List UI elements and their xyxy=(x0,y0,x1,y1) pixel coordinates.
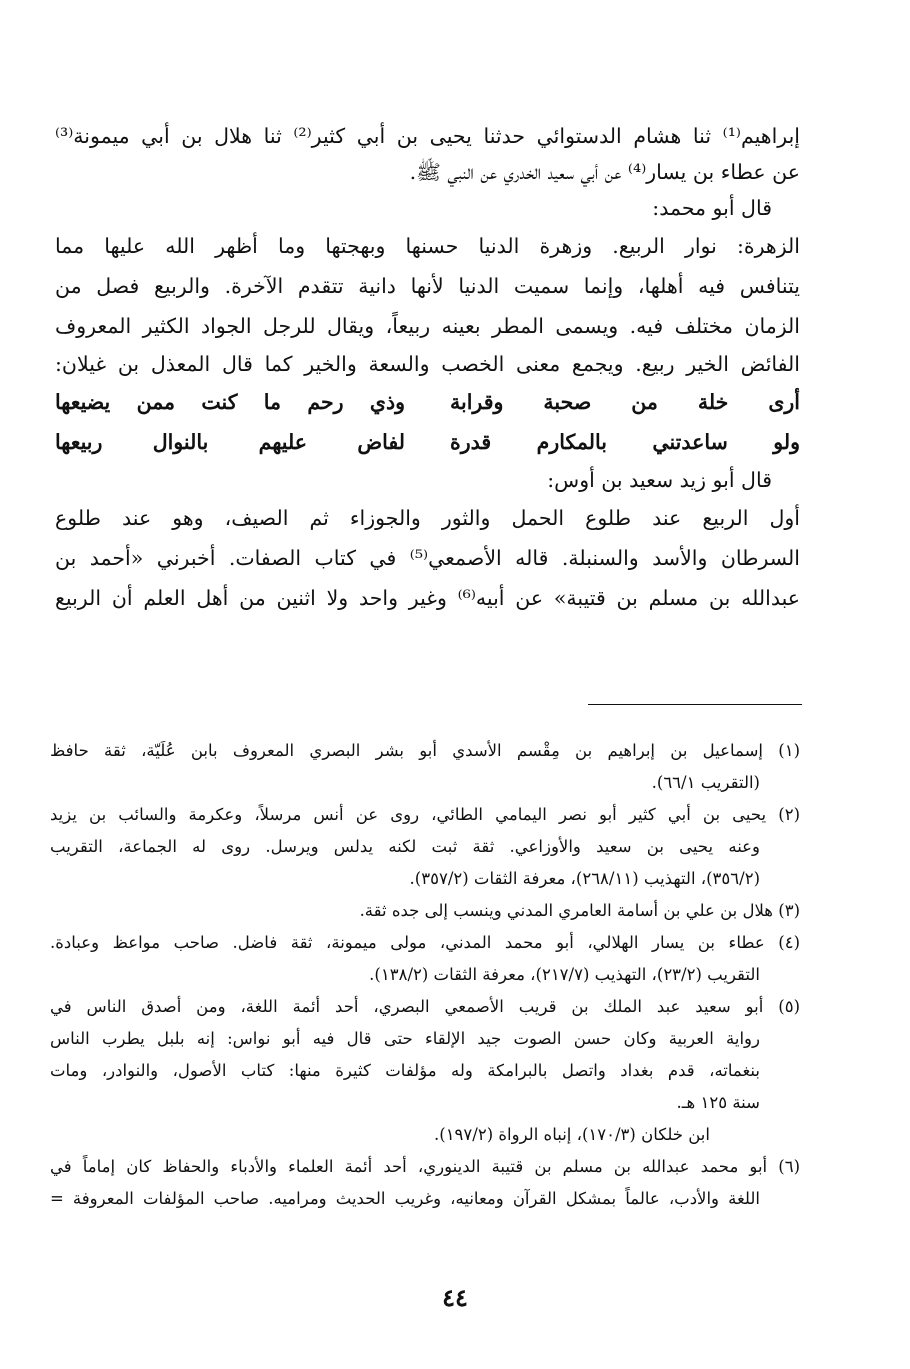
text-line: الزهرة: نوار الربيع. وزهرة الدنيا حسنها وبهجتها وما أظهر الله عليها مما xyxy=(55,234,800,258)
text-line: يتنافس فيه أهلها، وإنما سميت الدنيا لأنها دانية تتقدم الآخرة. والربيع فصل من xyxy=(55,274,800,298)
main-text xyxy=(55,118,800,618)
text-line: رواية العربية وكان حسن الصوت جيد الإلقاء حتى قال فيه أبو نواس: إنه بلبل يطرب الناس xyxy=(50,1029,760,1048)
verse-line xyxy=(55,422,800,462)
text-line: (٣٥٦/٢)، التهذيب (٢٦٨/١١)، معرفة الثقات (٣٥٧/٢). xyxy=(409,869,760,888)
text-line: ابن خلكان (١٧٠/٣)، إنباه الرواة (١٩٧/٢). xyxy=(434,1125,710,1144)
page-number: ٤٤ xyxy=(442,1283,468,1312)
text-line: وعنه يحيى بن سعيد والأوزاعي. ثقة ثبت لكنه يدلس ويرسل. روى له الجماعة، التقريب xyxy=(50,837,760,856)
verse-first-hemistich: ولو ساعدتني بالمكارم قدرة xyxy=(450,430,800,454)
text-line: قال أبو محمد: xyxy=(652,196,772,220)
verse-line xyxy=(55,382,800,422)
footnotes xyxy=(50,735,800,1215)
text-line: (٥) أبو سعيد عبد الملك بن قريب الأصمعي البصري، أحد أئمة اللغة، ومن أصدق الناس في xyxy=(50,997,800,1016)
text-line: أول الربيع عند طلوع الحمل والثور والجوزاء ثم الصيف، وهو عند طلوع xyxy=(55,506,800,530)
footnote xyxy=(50,735,800,799)
verse-second-hemistich: لفاض عليهم بالنوال ربيعها xyxy=(55,430,405,454)
text-line: (١) إسماعيل بن إبراهيم بن مِقْسم الأسدي أبو بشر البصري المعروف بابن عُلَيّة، ثقة حافظ xyxy=(50,741,800,760)
verse-second-hemistich: وذي رحم ما كنت ممن يضيعها xyxy=(55,390,405,414)
footnote xyxy=(50,1151,800,1215)
text-line: عن عطاء بن يسار⁽⁴⁾ عن أبي سعيد الخدري عن النبي ﷺ. xyxy=(409,160,800,184)
text-line: اللغة والأدب، عالماً بمشكل القرآن ومعانيه، وغريب الحديث ومراميه. صاحب المؤلفات المعروفة = xyxy=(50,1189,760,1208)
footnote xyxy=(50,991,800,1151)
footnote-separator xyxy=(588,704,802,705)
text-line: الزمان مختلف فيه. ويسمى المطر بعينه ربيعاً، ويقال للرجل الجواد الكثير المعروف xyxy=(55,314,800,338)
text-line: سنة ١٢٥ هـ. xyxy=(676,1093,760,1112)
text-line: (التقريب ٦٦/١). xyxy=(651,773,760,792)
text-line: (٦) أبو محمد عبدالله بن مسلم بن قتيبة الدينوري، أحد أئمة العلماء والأدباء والحفاظ كان إماماً في xyxy=(50,1157,800,1176)
verse-first-hemistich: أرى خلة من صحبة وقرابة xyxy=(450,390,800,414)
text-line: الفائض الخير ربيع. ويجمع معنى الخصب والسعة والخير كما قال المعذل بن غيلان: xyxy=(55,352,800,376)
text-line: قال أبو زيد سعيد بن أوس: xyxy=(547,468,772,492)
text-line: بنغماته، قدم بغداد واتصل بالبرامكة وله مؤلفات كثيرة منها: كتاب الأصول، والنوادر، ومات xyxy=(50,1061,760,1080)
text-line: إبراهيم⁽¹⁾ ثنا هشام الدستوائي حدثنا يحيى بن أبي كثير⁽²⁾ ثنا هلال بن أبي ميمونة⁽³⁾ xyxy=(55,124,800,148)
footnote xyxy=(50,927,800,991)
footnote xyxy=(50,799,800,895)
text-line: عبدالله بن مسلم بن قتيبة» عن أبيه⁽⁶⁾ وغير واحد ولا اثنين من أهل العلم أن الربيع xyxy=(55,586,800,610)
text-line: (٣) هلال بن علي بن أسامة العامري المدني وينسب إلى جده ثقة. xyxy=(359,901,800,920)
text-line: (٤) عطاء بن يسار الهلالي، أبو محمد المدني، مولى ميمونة، ثقة فاضل. صاحب مواعظ وعبادة. xyxy=(50,933,800,952)
footnote xyxy=(50,895,800,927)
text-line: السرطان والأسد والسنبلة. قاله الأصمعي⁽⁵⁾ في كتاب الصفات. أخبرني «أحمد بن xyxy=(55,546,800,570)
text-line: التقريب (٢٣/٢)، التهذيب (٢١٧/٧)، معرفة الثقات (١٣٨/٢). xyxy=(369,965,760,984)
text-line: (٢) يحيى بن أبي كثير أبو نصر اليمامي الطائي، روى عن أنس مرسلاً، وعكرمة والسائب بن يزيد xyxy=(50,805,800,824)
